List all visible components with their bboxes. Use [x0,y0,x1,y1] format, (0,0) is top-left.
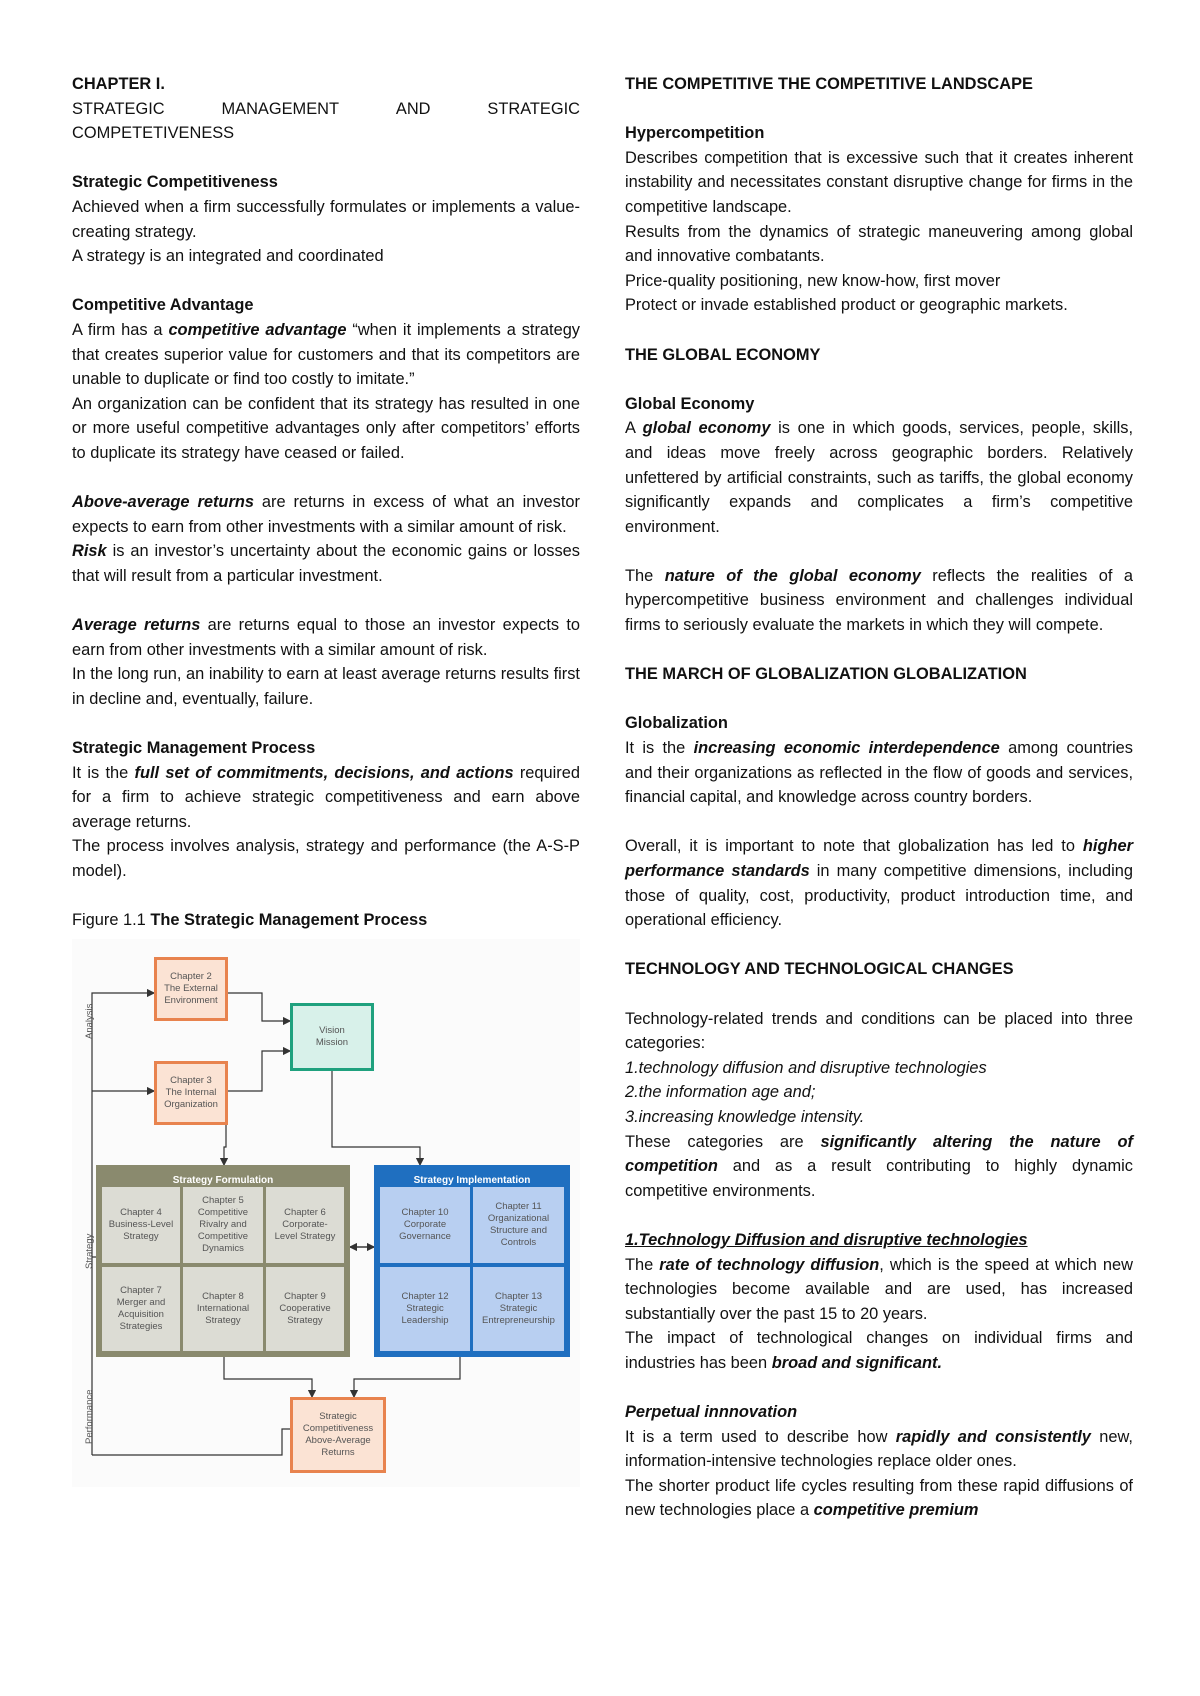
section-heading: Perpetual innnovation [625,1403,798,1422]
paragraph: Technology-related trends and conditions can be placed into three categories: [625,1009,1133,1053]
section-heading: TECHNOLOGY AND TECHNOLOGICAL CHANGES [625,960,1014,979]
paragraph: Price-quality positioning, new know-how, first mover [625,271,1001,290]
list-item: 2.the information age and; [625,1083,816,1102]
list-item: 1.technology diffusion and disruptive technologies [625,1058,987,1077]
chapter-12-cell: Chapter 12 Strategic Leadership [380,1267,470,1351]
chapter-4-cell: Chapter 4 Business-Level Strategy [102,1187,180,1263]
paragraph: The shorter product life cycles resulting from these rapid diffusions of new technologies place a competitive premium [625,1476,1133,1520]
strategic-management-figure [72,939,580,1487]
chapter-subtitle [72,97,580,122]
left-column [72,72,580,1487]
vision-mission-box: Vision Mission [290,1003,374,1071]
paragraph: A strategy is an integrated and coordinated [72,247,384,266]
paragraph: The impact of technological changes on individual firms and industries has been broad and significant. [625,1329,1133,1372]
section-heading: THE MARCH OF GLOBALIZATION GLOBALIZATION [625,665,1027,684]
section-heading: Strategic Management Process [72,739,316,758]
paragraph: Overall, it is important to note that globalization has led to higher performance standards in many competitive dimensions, including those of quality, cost, productivity, product introduction time, and operational efficiency. [625,837,1133,930]
paragraph: Above-average returns are returns in excess of what an investor expects to earn from other investments with a similar amount of risk. [72,493,580,536]
internal-organization-box: Chapter 3 The Internal Organization [154,1061,228,1125]
section-heading: Competitive Advantage [72,296,254,315]
paragraph: It is a term used to describe how rapidly and consistently new, information-intensive technologies replace older ones. [625,1427,1133,1471]
strategy-implementation-title: Strategy Implementation [413,1174,531,1186]
right-column [625,72,1133,1523]
paragraph: These categories are significantly altering the nature of competition and as a result contributing to highly dynamic competitive environments. [625,1132,1133,1200]
paragraph: Achieved when a firm successfully formulates or implements a value-creating strategy. [72,197,580,241]
subtitle-word: STRATEGIC [487,99,580,118]
list-item: 3.increasing knowledge intensity. [625,1107,865,1126]
paragraph: The process involves analysis, strategy and performance (the A-S-P model). [72,837,580,880]
section-heading: Globalization [625,714,728,733]
section-heading: Global Economy [625,394,755,413]
figure-caption: Figure 1.1 The Strategic Management Process [72,911,428,930]
paragraph: Average returns are returns equal to those an investor expects to earn from other investments with a similar amount of risk. [72,616,581,659]
paragraph: A firm has a competitive advantage “when it implements a strategy that creates superior value for customers and that its competitors are unable to duplicate or find too costly to imitate.” [72,320,581,389]
paragraph: The rate of technology diffusion, which is the speed at which new technologies become available and are used, has increased substantially over the past 15 to 20 years. [625,1255,1133,1323]
chapter-11-cell: Chapter 11 Organizational Structure and Controls [473,1187,564,1263]
paragraph: It is the increasing economic interdependence among countries and their organizations as reflected in the flow of goods and services, financial capital, and knowledge across country borders. [625,739,1133,807]
chapter-8-cell: Chapter 8 International Strategy [183,1267,263,1351]
paragraph: In the long run, an inability to earn at least average returns results first in decline and, eventually, failure. [72,665,580,708]
paragraph: Protect or invade established product or geographic markets. [625,296,1068,315]
paragraph: A global economy is one in which goods, services, people, skills, and ideas move freely across geographic borders. Relatively unfettered by artificial constraints, such as tariffs, the global economy significantly expands and complicates a firm’s competitive environment. [625,419,1133,536]
paragraph: The nature of the global economy reflects the realities of a hypercompetitive business environment and challenges individual firms to seriously evaluate the markets in which they will compete. [625,566,1133,635]
subtitle-word: AND [395,99,431,118]
external-environment-box: Chapter 2 The External Environment [154,957,228,1021]
subtitle-word: STRATEGIC [72,99,165,118]
section-heading: Strategic Competitiveness [72,173,278,192]
paragraph: Risk is an investor’s uncertainty about the economic gains or losses that will result from a particular investment. [72,542,580,585]
chapter-9-cell: Chapter 9 Cooperative Strategy [266,1267,344,1351]
paragraph: It is the full set of commitments, decisions, and actions required for a firm to achieve strategic competitiveness and earn above average returns. [72,763,580,831]
section-heading: THE GLOBAL ECONOMY [625,345,821,364]
side-label-performance: Performance [84,1389,95,1444]
paragraph: Results from the dynamics of strategic maneuvering among global and innovative combatants. [625,222,1133,266]
paragraph: An organization can be confident that its strategy has resulted in one or more useful competitive advantages only after competitors’ efforts to duplicate its strategy have ceased or failed. [72,394,580,462]
paragraph: Describes competition that is excessive such that it creates inherent instability and necessitates constant disruptive change for firms in the competitive landscape. [625,148,1133,216]
chapter-6-cell: Chapter 6 Corporate- Level Strategy [266,1187,344,1263]
section-heading: Hypercompetition [625,124,765,143]
side-label-strategy: Strategy [84,1233,95,1269]
subtitle-word: MANAGEMENT [221,99,339,118]
strategy-formulation-title: Strategy Formulation [172,1174,274,1186]
section-heading: THE COMPETITIVE THE COMPETITIVE LANDSCAPE [625,75,1033,93]
outcome-box: Strategic Competitiveness Above-Average Returns [290,1397,386,1473]
chapter-7-cell: Chapter 7 Merger and Acquisition Strategies [102,1267,180,1351]
section-heading: 1.Technology Diffusion and disruptive technologies [625,1230,1028,1249]
chapter-title: CHAPTER I. [72,75,165,93]
side-label-analysis: Analysis [84,1003,95,1039]
chapter-5-cell: Chapter 5 Competitive Rivalry and Competitive Dynamics [183,1187,263,1263]
subtitle-end: COMPETETIVENESS [72,124,235,143]
chapter-10-cell: Chapter 10 Corporate Governance [380,1187,470,1263]
chapter-13-cell: Chapter 13 Strategic Entrepreneurship [473,1267,564,1351]
